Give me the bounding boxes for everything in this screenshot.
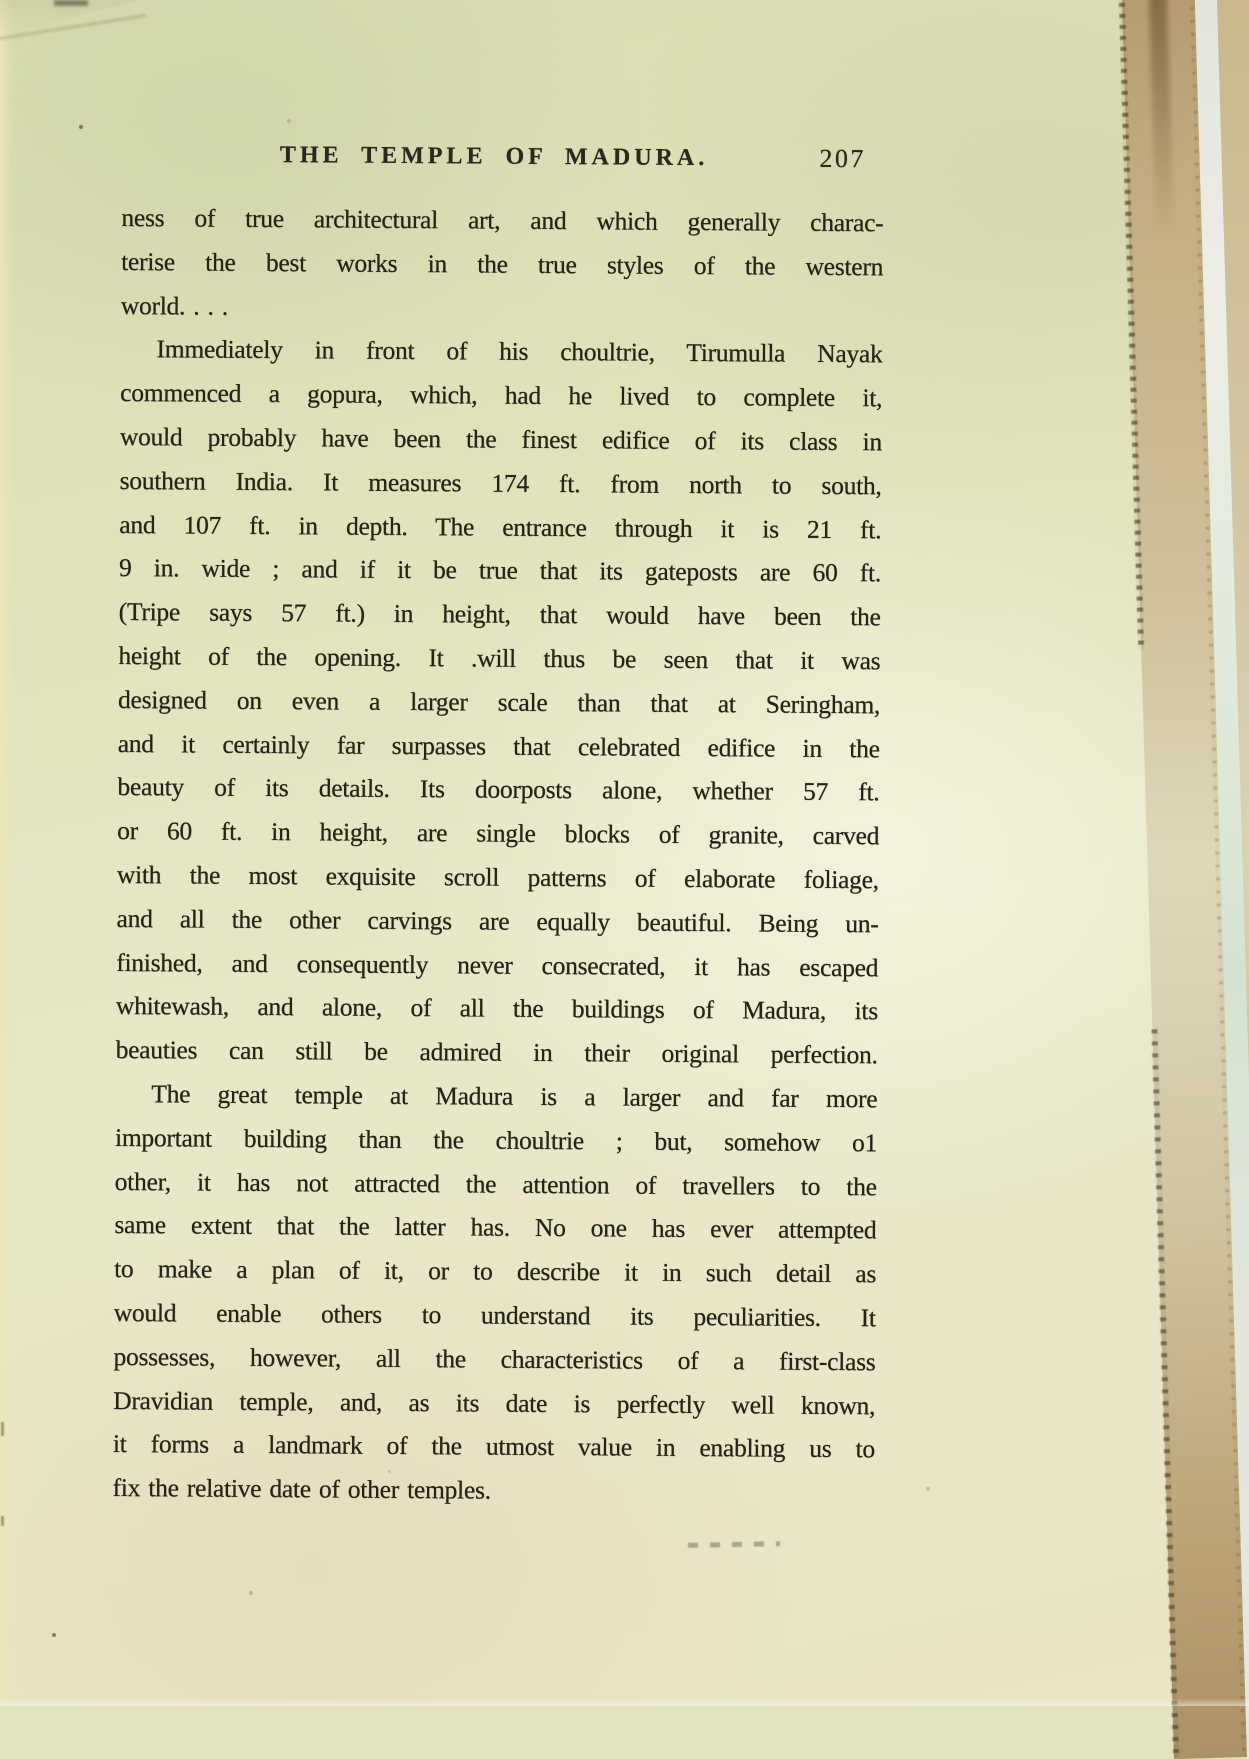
body-text: [112, 196, 883, 1515]
scan-bottom-edge: [0, 1698, 1249, 1706]
body-line: and 107 ft. in depth. The entrance through it is 21 ft.: [119, 509, 882, 544]
scan-speck: [79, 125, 83, 129]
running-header: [122, 141, 884, 176]
running-header-title: THE TEMPLE OF MADURA.: [279, 142, 709, 172]
body-line: designed on even a larger scale than that at Seringham,: [118, 684, 881, 720]
page-number: 207: [819, 143, 866, 174]
body-line: height of the opening. It .will thus be seen that it was: [118, 640, 881, 676]
body-line: it forms a landmark of the utmost value in enabling us to: [112, 1429, 875, 1464]
body-line: southern India. It measures 174 ft. from north to south,: [119, 465, 882, 501]
body-line: The great temple at Madura is a larger and far more: [151, 1079, 878, 1114]
scan-smudge: [54, 0, 88, 6]
scan-speck: [344, 746, 347, 749]
body-line: fix the relative date of other temples.: [112, 1473, 491, 1505]
scan-speck: [52, 1633, 56, 1637]
body-line: beauty of its details. Its doorposts alone, whether 57 ft.: [117, 772, 880, 807]
body-line: world. . . .: [120, 290, 229, 321]
scan-speck: [249, 1591, 253, 1595]
body-line: other, it has not attracted the attention of travellers to the: [114, 1166, 877, 1201]
faint-pencil-dashes: [688, 1541, 780, 1548]
body-line: Immediately in front of his choultrie, Tirumulla Nayak: [156, 334, 883, 369]
body-line: finished, and consequently never consecrated, it has escaped: [116, 947, 879, 982]
book-fore-edge: [1118, 0, 1249, 1759]
body-line: whitewash, and alone, of all the buildings of Madura, its: [115, 991, 879, 1026]
scan-speck: [287, 119, 291, 123]
body-line: Dravidian temple, and, as its date is perfectly well known,: [113, 1385, 876, 1420]
body-line: possesses, however, all the characteristics of a first-class: [113, 1341, 876, 1377]
body-line: to make a plan of it, or to describe it in such detail as: [114, 1254, 877, 1289]
scan-speck: [1, 1422, 4, 1436]
body-line: 9 in. wide ; and if it be true that its gateposts are 60 ft.: [118, 553, 882, 588]
body-line: or 60 ft. in height, are single blocks of granite, carved: [117, 816, 880, 851]
scan-speck: [1, 1516, 4, 1526]
body-line: commenced a gopura, which, had he lived to complete it,: [120, 378, 883, 413]
scan-speck: [926, 1487, 930, 1491]
page-content: [112, 141, 884, 1515]
body-line: would enable others to understand its peculiarities. It: [113, 1297, 876, 1333]
body-line: and it certainly far surpasses that celebrated edifice in the: [117, 728, 880, 763]
body-line: and all the other carvings are equally beautiful. Being un-: [116, 903, 879, 939]
body-line: terise the best works in the true styles of the western: [121, 246, 884, 282]
body-line: with the most exquisite scroll patterns of elaborate foliage,: [116, 859, 879, 895]
body-line: same extent that the latter has. No one has ever attempted: [114, 1210, 877, 1245]
body-line: beauties can still be admired in their original perfection.: [115, 1035, 878, 1070]
body-line: (Tripe says 57 ft.) in height, that would have been the: [118, 597, 881, 632]
body-line: important building than the choultrie ; but, somehow o1: [114, 1122, 878, 1158]
scan-speck: [388, 1470, 391, 1473]
body-line: ness of true architectural art, and which generally charac-: [121, 202, 884, 238]
page-left-edge: [0, 0, 13, 1706]
body-line: would probably have been the finest edifice of its class in: [119, 421, 883, 457]
